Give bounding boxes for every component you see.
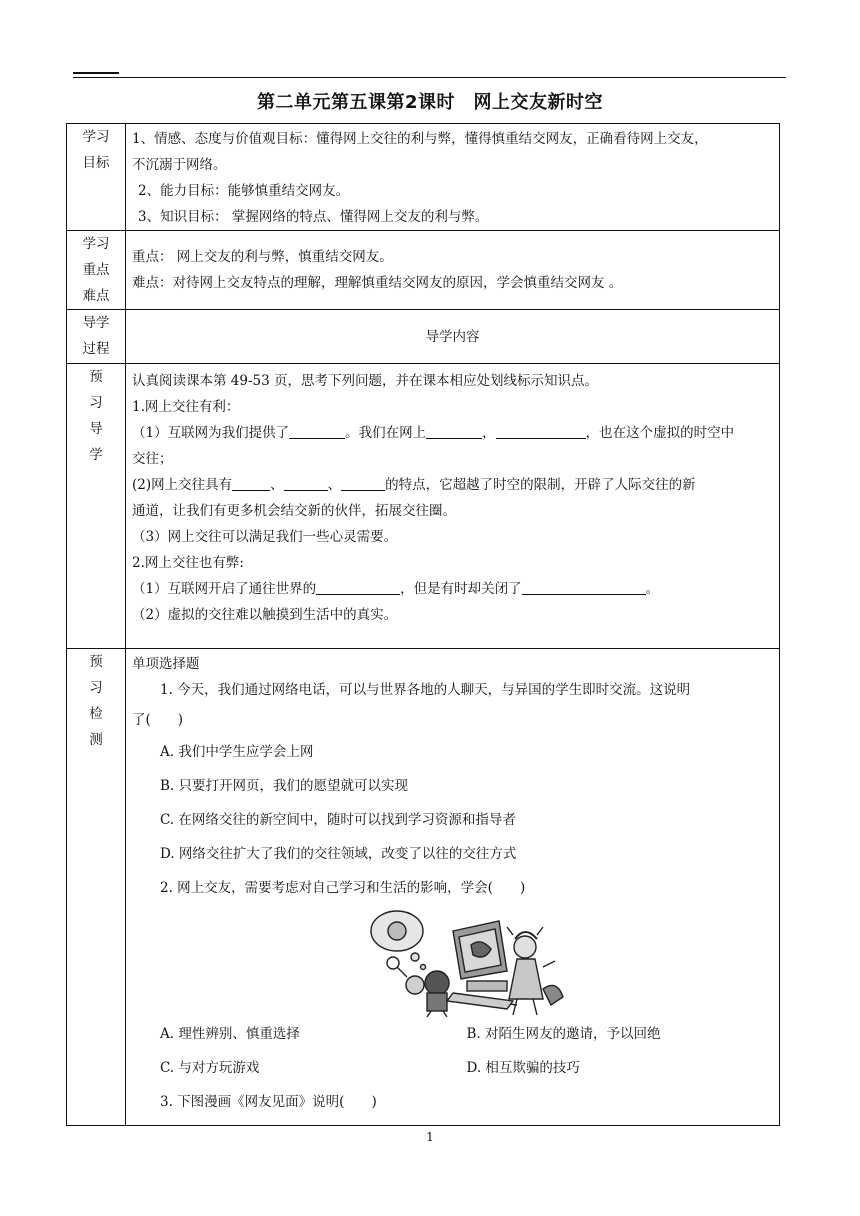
label-line: 学 — [89, 447, 103, 463]
preview-content — [126, 364, 780, 649]
header-rule — [73, 77, 786, 78]
label-line: 导 — [89, 421, 103, 437]
text: 、 — [327, 477, 342, 493]
preview-heading: 1.网上交往有利： — [132, 399, 240, 415]
cartoon-illustration — [132, 905, 773, 1017]
question-2: 2. 网上交友，需要考虑对自己学习和生活的影响，学会( ) — [160, 880, 526, 896]
q2-options-row-2 — [132, 1051, 773, 1085]
text: 、 — [270, 477, 284, 493]
objective-line: 不沉溺于网络。 — [132, 157, 227, 173]
fill-blank[interactable] — [426, 422, 482, 439]
preview-line: （2）虚拟的交往难以触摸到生活中的真实。 — [132, 607, 398, 623]
check-label — [67, 649, 126, 1126]
q1-option-a: A. 我们中学生应学会上网 — [160, 744, 314, 760]
objectives-content — [126, 124, 780, 231]
text: 。我们在网上 — [345, 425, 427, 441]
label-line: 过程 — [82, 341, 110, 357]
fill-blank[interactable] — [284, 474, 328, 491]
fill-blank[interactable] — [232, 474, 270, 491]
label-line: 重点 — [82, 262, 110, 278]
text: (2)网上交往具有 — [132, 477, 233, 493]
text: 。 — [645, 581, 660, 597]
fill-blank[interactable] — [341, 474, 385, 491]
process-content-header: 导学内容 — [126, 310, 780, 364]
check-content — [126, 649, 780, 1126]
text: （1）互联网开启了通往世界的 — [132, 581, 317, 597]
label-line: 学习 — [82, 129, 110, 145]
objective-line: 3、知识目标： 掌握网络的特点、懂得网上交友的利与弊。 — [138, 209, 489, 225]
process-row — [67, 310, 780, 364]
label-line: 难点 — [82, 288, 110, 304]
objectives-label — [67, 124, 126, 231]
page-title: 第二单元第五课第2课时 网上交友新时空 — [256, 92, 604, 113]
preview-label — [67, 364, 126, 649]
q2-option-a: A. 理性辨别、慎重选择 — [160, 1026, 300, 1042]
q1-option-b: B. 只要打开网页，我们的愿望就可以实现 — [160, 778, 409, 794]
text: ，但是有时却关闭了 — [400, 581, 522, 597]
q2-option-d: D. 相互欺骗的技巧 — [466, 1060, 580, 1076]
preview-line: 通道，让我们有更多机会结交新的伙伴，拓展交往圈。 — [132, 503, 456, 519]
label-line: 学习 — [82, 236, 110, 252]
page-number: 1 — [426, 1130, 434, 1144]
header-rule-short — [73, 72, 119, 74]
text: ，也在这个虚拟的时空中 — [585, 425, 735, 441]
preview-line: （3）网上交往可以满足我们一些心灵需要。 — [132, 529, 398, 545]
lesson-table — [66, 123, 780, 1126]
label-line: 预 — [89, 654, 103, 670]
label-line: 目标 — [82, 155, 110, 171]
objective-line: 1、情感、态度与价值观目标：懂得网上交往的利与弊，懂得慎重结交网友，正确看待网上交友， — [132, 131, 708, 147]
text: ， — [482, 425, 496, 441]
objective-line: 2、能力目标：能够慎重结交网友。 — [138, 183, 350, 199]
text: 的特点，它超越了时空的限制，开辟了人际交往的新 — [385, 477, 696, 493]
preview-row — [67, 364, 780, 649]
label-line: 习 — [89, 395, 103, 411]
q2-option-b: B. 对陌生网友的邀请，予以回绝 — [466, 1026, 661, 1042]
preview-intro: 认真阅读课本第 49-53 页，思考下列问题，并在课本相应处划线标示知识点。 — [132, 373, 598, 389]
preview-line — [132, 420, 773, 446]
fill-blank[interactable] — [496, 422, 586, 439]
q2-option-c: C. 与对方玩游戏 — [160, 1060, 260, 1076]
q2-options-row-1 — [132, 1017, 773, 1051]
check-row — [67, 649, 780, 1126]
preview-line — [132, 576, 773, 602]
text: （1）互联网为我们提供了 — [132, 425, 290, 441]
preview-line — [132, 472, 773, 498]
preview-heading: 2.网上交往也有弊: — [132, 555, 244, 571]
key-point-line: 难点：对待网上交友特点的理解，理解慎重结交网友的原因，学会慎重结交网友 。 — [132, 275, 623, 291]
cartoon-computer-kids-icon — [132, 905, 832, 1017]
label-line: 习 — [89, 680, 103, 696]
key-point-line: 重点： 网上交友的利与弊，慎重结交网友。 — [132, 249, 393, 265]
question-1-cont: 了( ) — [132, 712, 184, 728]
key-points-content — [126, 231, 780, 310]
q1-option-d: D. 网络交往扩大了我们的交往领域，改变了以往的交往方式 — [160, 846, 517, 862]
q1-option-c: C. 在网络交往的新空间中，随时可以找到学习资源和指导者 — [160, 812, 516, 828]
label-line: 检 — [89, 706, 103, 722]
label-line: 导学 — [82, 315, 110, 331]
label-line: 测 — [89, 732, 103, 748]
preview-line: 交往； — [132, 451, 173, 467]
key-points-label — [67, 231, 126, 310]
key-points-row — [67, 231, 780, 310]
fill-blank[interactable] — [522, 578, 646, 595]
fill-blank[interactable] — [316, 578, 400, 595]
question-3: 3. 下图漫画《网友见面》说明( ) — [160, 1094, 377, 1110]
question-1: 1. 今天，我们通过网络电话，可以与世界各地的人聊天，与异国的学生即时交流。这说明 — [160, 682, 691, 698]
objectives-row — [67, 124, 780, 231]
fill-blank[interactable] — [289, 422, 345, 439]
section-title: 单项选择题 — [132, 656, 200, 672]
process-label — [67, 310, 126, 364]
label-line: 预 — [89, 369, 103, 385]
